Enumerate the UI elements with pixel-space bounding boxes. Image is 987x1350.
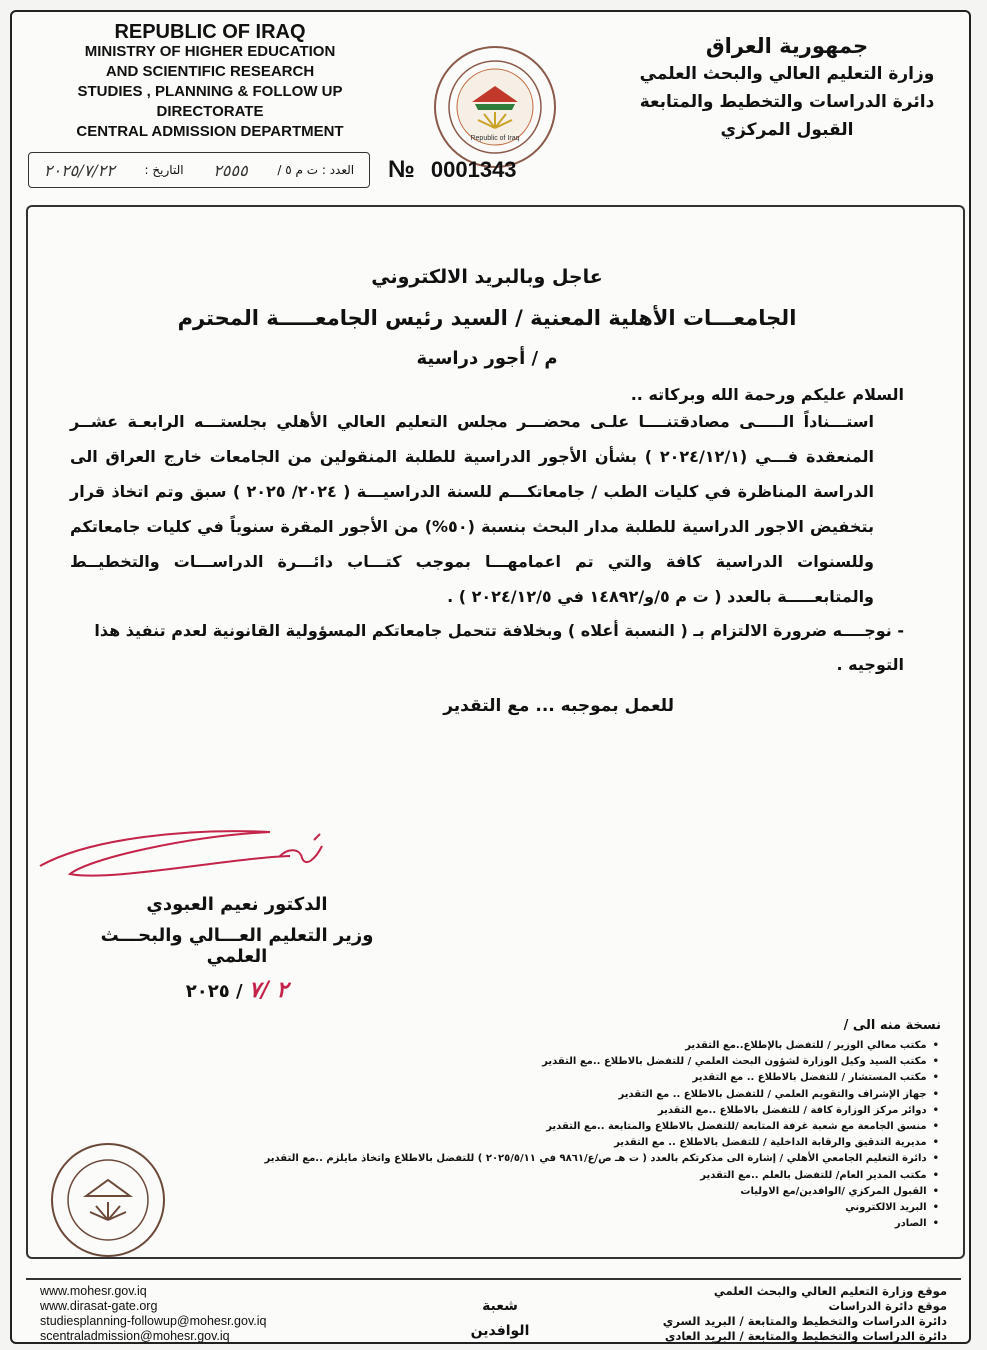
copies-item: • مكتب السيد وكيل الوزارة لشؤون البحث العلمي / للتفضل بالاطلاع ..مع التقدير: [239, 1054, 939, 1070]
copies-item: • دائرة التعليم الجامعي الأهلي / إشارة الى مذكرتكم بالعدد ( ت هـ ص/ع/٩٨٦١ في ٢٠٢٥/٥/١١ ) للتفضل بالاطلاع واتخاذ مايلزم ..مع التقدير: [239, 1151, 939, 1167]
handwritten-signature: [30, 818, 330, 898]
copies-item: • البريد الالكتروني: [239, 1200, 939, 1216]
urgent-line: عاجل وبالبريد الالكتروني: [371, 266, 603, 288]
footer-division: [450, 1294, 550, 1344]
header-ar-line-2: وزارة التعليم العالي والبحث العلمي: [639, 64, 935, 84]
footer-ar-line-3: دائرة الدراسات والتخطيط والمتابعة / البريد السري: [662, 1314, 947, 1328]
header-english: [40, 22, 380, 142]
closing-line: للعمل بموجبه ... مع التقدير: [443, 696, 674, 716]
footer-division-line-1: شعبة: [482, 1298, 518, 1314]
footer-email-admission[interactable]: scentraladmission@mohesr.gov.iq: [40, 1329, 230, 1343]
ministry-stamp-icon: [48, 1140, 168, 1260]
serial-label: №: [388, 156, 415, 183]
reference-box: [28, 152, 370, 188]
footer-link-dirasat[interactable]: www.dirasat-gate.org: [40, 1299, 158, 1313]
directive-paragraph: - نوجــــه ضرورة الالتزام بـ ( النسبة أعلاه ) وبخلافة تتحمل جامعاتكم المسؤولية القانونية لعدم تنفيذ هذا التوجيه .: [94, 621, 904, 674]
copies-item: • القبول المركزي /الوافدين/مع الاوليات: [239, 1184, 939, 1200]
serial-number: [388, 156, 517, 184]
header-en-line-5: CENTRAL ADMISSION DEPARTMENT: [76, 123, 344, 140]
footer-link-ministry[interactable]: www.mohesr.gov.iq: [40, 1284, 147, 1298]
reference-number-value: ٢٥٥٥: [213, 160, 248, 180]
copies-item: • مكتب المدير العام/ للتفضل بالعلم ..مع التقدير: [239, 1168, 939, 1184]
footer-ar-line-2: موقع دائرة الدراسات: [828, 1299, 947, 1313]
ministry-seal-icon: [432, 44, 558, 170]
footer-english: [40, 1284, 266, 1344]
footer-arabic: [663, 1284, 947, 1344]
copies-list: [239, 1038, 939, 1232]
footer-divider: [26, 1278, 961, 1280]
header-en-line-4: STUDIES , PLANNING & FOLLOW UP DIRECTORATE: [77, 83, 343, 120]
footer-ar-line-4: دائرة الدراسات والتخطيط والمتابعة / البريد العادي: [664, 1329, 947, 1343]
copies-item: • مديرية التدقيق والرقابة الداخلية / للتفضل بالاطلاع .. مع التقدير: [239, 1135, 939, 1151]
signature-date-printed: / ٢٠٢٥: [185, 981, 243, 1002]
copies-item: • جهاز الإشراف والتقويم العلمي / للتفضل بالاطلاع .. مع التقدير: [239, 1087, 939, 1103]
signatory-title: وزير التعليم العـــالي والبحـــث العلمي: [100, 925, 374, 967]
reference-date-label: التاريخ :: [144, 163, 184, 177]
recipient-line: الجامعـــات الأهلية المعنية / السيد رئيس الجامعـــــة المحترم: [177, 306, 797, 330]
copies-item: • الصادر: [239, 1216, 939, 1232]
header-ar-line-4: القبول المركزي: [720, 120, 854, 140]
main-paragraph: استـــناداً الـــــى مصادقتنــــا علـى محضـــر مجلس التعليم العالي الأهلي بجلستـــه الرابعـة عشــر المنعقدة فـــي (٢٠٢٤/١٢/١ ) بشأن الأجور الدراسية للطلبة المنقولين من الجامعات خارج العراق الى الدراسة المناظرة في كليات الطب / جامعاتكـــم للسنة الدراسيـــة ( ٢٠٢٤/ ٢٠٢٥ ) سبق وتم اتخاذ قرار بتخفيض الاجور الدراسية للطلبة مدار البحث بنسبة (٥٠%) من الأجور المقرة سنوياً في كليات جامعاتكم وللسنوات الدراسية كافة والتي تم اعمامهـــا بموجب كتـــاب دائـــرة الدراســـات والتخطيــط والمتابعـــــة بالعدد ( ت م ٥/و/١٤٨٩٢ في ٢٠٢٤/١٢/٥ ) .: [70, 412, 874, 606]
seal-caption: Republic of Iraq: [470, 135, 520, 142]
serial-value: 0001343: [430, 157, 517, 182]
signatory-block: [72, 890, 402, 1009]
header-en-line-2: MINISTRY OF HIGHER EDUCATION: [84, 43, 336, 60]
copies-item: • مكتب معالي الوزير / للتفضل بالإطلاع..مع التقدير: [239, 1038, 939, 1054]
reference-date-value: ٢٠٢٥/٧/٢٢: [43, 160, 115, 180]
footer-division-line-2: الوافدين: [470, 1323, 530, 1339]
greeting: السلام عليكم ورحمة الله وبركاته ..: [630, 385, 904, 404]
copies-title: نسخة منه الى /: [843, 1018, 941, 1033]
signature-date-handwritten: ٢ /٧: [248, 977, 289, 1003]
copies-item: • منسق الجامعة مع شعبة غرفة المتابعة /للتفضل بالاطلاع والمتابعة ..مع التقدير: [239, 1119, 939, 1135]
header-arabic: [627, 32, 947, 144]
copies-item: • مكتب المستشار / للتفضل بالاطلاع .. مع التقدير: [239, 1070, 939, 1086]
letter-body: [70, 266, 904, 716]
subject-line: م / أجور دراسية: [416, 348, 558, 369]
footer-email-studies[interactable]: studiesplanning-followup@mohesr.gov.iq: [40, 1314, 267, 1328]
header-en-line-3: AND SCIENTIFIC RESEARCH: [105, 63, 315, 80]
reference-number-label: العدد : ت م ٥ /: [277, 163, 355, 177]
footer-ar-line-1: موقع وزارة التعليم العالي والبحث العلمي: [713, 1284, 947, 1298]
signatory-name: الدكتور نعيم العبودي: [146, 894, 328, 915]
header-en-line-1: REPUBLIC OF IRAQ: [114, 21, 306, 43]
copies-item: • دوائر مركز الوزارة كافة / للتفضل بالاطلاع ..مع التقدير: [239, 1103, 939, 1119]
header-ar-line-3: دائرة الدراسات والتخطيط والمتابعة: [639, 92, 935, 112]
header-ar-line-1: جمهورية العراق: [705, 34, 869, 58]
signature-date: [72, 977, 402, 1003]
